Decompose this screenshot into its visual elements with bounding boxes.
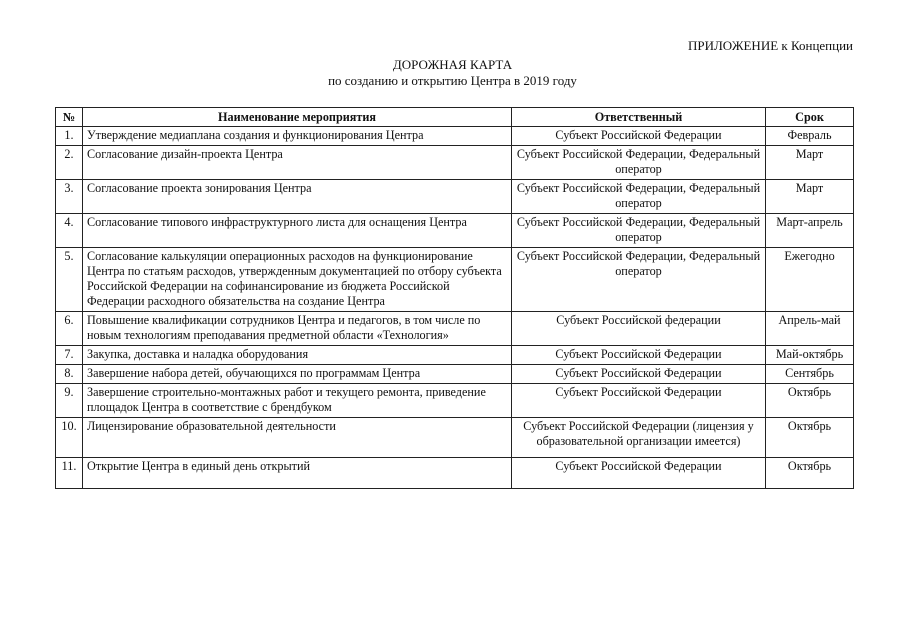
row-activity: Согласование типового инфраструктурного листа для оснащения Центра — [83, 214, 512, 248]
title-line-1: ДОРОЖНАЯ КАРТА — [392, 57, 513, 72]
row-responsible: Субъект Российской Федерации — [512, 346, 766, 365]
row-activity: Согласование калькуляции операционных расходов на функционирование Центра по статьям расходов, утвержденным документацией по отбору субъекта Российской Федерации на софинансирование из бюджета Российской Федерации расходного обязательства на создание Центра — [83, 248, 512, 312]
roadmap-table — [55, 107, 854, 489]
column-header-num: № — [56, 108, 83, 127]
row-term: Октябрь — [766, 418, 854, 458]
row-term: Сентябрь — [766, 365, 854, 384]
row-activity: Закупка, доставка и наладка оборудования — [83, 346, 512, 365]
column-header-responsible: Ответственный — [512, 108, 766, 127]
row-activity: Повышение квалификации сотрудников Центра и педагогов, в том числе по новым технологиям преподавания предметной области «Технология» — [83, 312, 512, 346]
row-responsible: Субъект Российской федерации — [512, 312, 766, 346]
row-responsible: Субъект Российской Федерации, Федеральный оператор — [512, 214, 766, 248]
table-row — [56, 214, 854, 248]
row-activity: Лицензирование образовательной деятельности — [83, 418, 512, 458]
row-responsible: Субъект Российской Федерации, Федеральный оператор — [512, 248, 766, 312]
row-number: 10. — [56, 418, 83, 458]
row-term: Март — [766, 146, 854, 180]
row-term: Октябрь — [766, 384, 854, 418]
table-row — [56, 180, 854, 214]
row-term: Октябрь — [766, 458, 854, 489]
row-term: Февраль — [766, 127, 854, 146]
row-term: Апрель-май — [766, 312, 854, 346]
table-row — [56, 312, 854, 346]
title-line-2: по созданию и открытию Центра в 2019 году — [328, 73, 577, 88]
row-number: 6. — [56, 312, 83, 346]
table-row — [56, 146, 854, 180]
table-row — [56, 418, 854, 458]
table-row — [56, 384, 854, 418]
row-term: Март-апрель — [766, 214, 854, 248]
table-row — [56, 248, 854, 312]
row-number: 4. — [56, 214, 83, 248]
row-number: 8. — [56, 365, 83, 384]
row-number: 5. — [56, 248, 83, 312]
row-activity: Согласование дизайн-проекта Центра — [83, 146, 512, 180]
row-term: Март — [766, 180, 854, 214]
row-number: 7. — [56, 346, 83, 365]
row-activity: Согласование проекта зонирования Центра — [83, 180, 512, 214]
table-row — [56, 127, 854, 146]
column-header-term: Срок — [766, 108, 854, 127]
row-responsible: Субъект Российской Федерации — [512, 384, 766, 418]
table-row — [56, 458, 854, 489]
row-term: Май-октябрь — [766, 346, 854, 365]
row-number: 3. — [56, 180, 83, 214]
row-number: 2. — [56, 146, 83, 180]
document-title — [0, 57, 905, 89]
table-header-row — [56, 108, 854, 127]
row-responsible: Субъект Российской Федерации, Федеральный оператор — [512, 146, 766, 180]
row-number: 1. — [56, 127, 83, 146]
row-number: 9. — [56, 384, 83, 418]
row-number: 11. — [56, 458, 83, 489]
column-header-name: Наименование мероприятия — [83, 108, 512, 127]
row-activity: Завершение набора детей, обучающихся по программам Центра — [83, 365, 512, 384]
row-activity: Открытие Центра в единый день открытий — [83, 458, 512, 489]
table-row — [56, 365, 854, 384]
row-responsible: Субъект Российской Федерации — [512, 458, 766, 489]
appendix-label: ПРИЛОЖЕНИЕ к Концепции — [687, 38, 853, 53]
row-term: Ежегодно — [766, 248, 854, 312]
table-row — [56, 346, 854, 365]
row-responsible: Субъект Российской Федерации — [512, 365, 766, 384]
row-responsible: Субъект Российской Федерации, Федеральный оператор — [512, 180, 766, 214]
row-activity: Завершение строительно-монтажных работ и текущего ремонта, приведение площадок Центра в соответствие с брендбуком — [83, 384, 512, 418]
row-responsible: Субъект Российской Федерации (лицензия у образовательной организации имеется) — [512, 418, 766, 458]
row-activity: Утверждение медиаплана создания и функционирования Центра — [83, 127, 512, 146]
row-responsible: Субъект Российской Федерации — [512, 127, 766, 146]
